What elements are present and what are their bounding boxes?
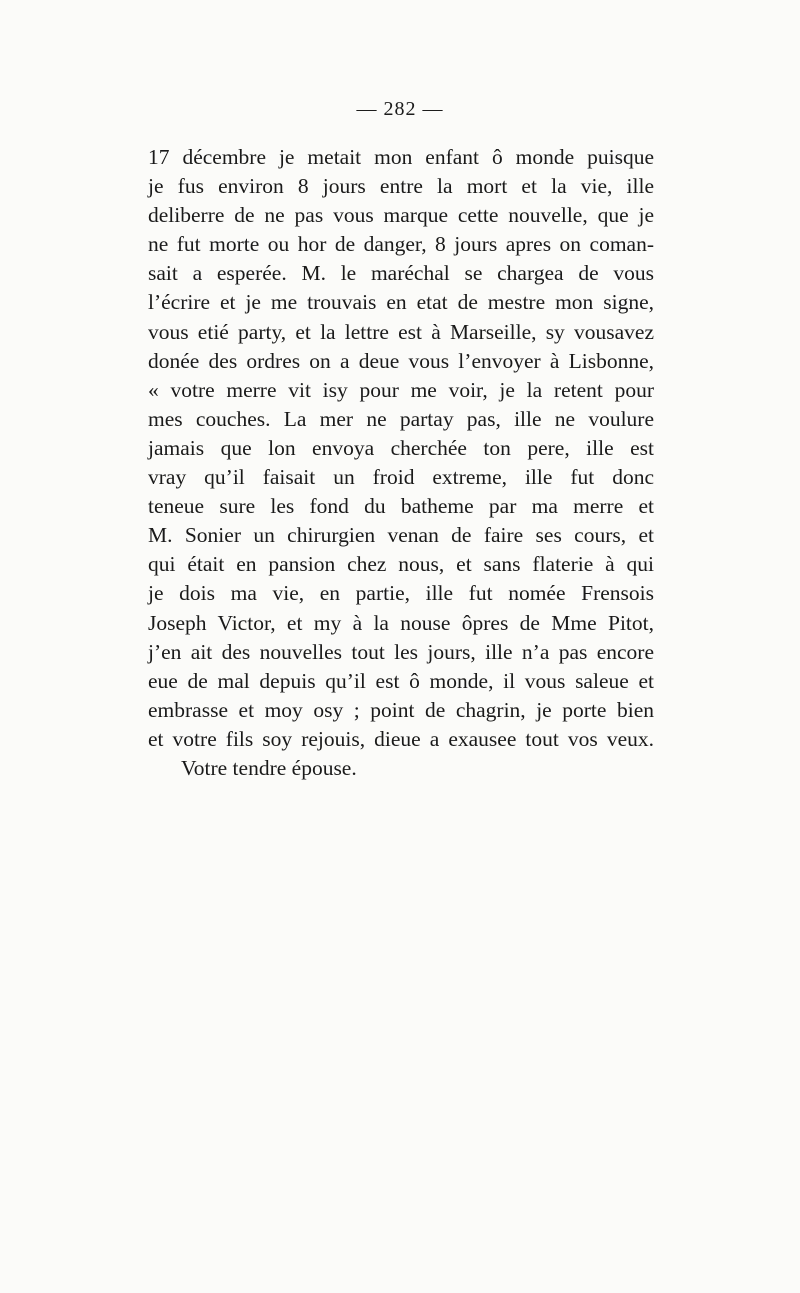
page-number: — 282 —	[356, 98, 444, 120]
letter-line: donée des ordres on a deue vous l’envoyer à Lisbonne,	[148, 348, 654, 373]
letter-closing: Votre tendre épouse.	[181, 755, 357, 780]
letter-line: embrasse et moy osy ; point de chagrin, je porte bien	[148, 697, 654, 722]
letter-line: je dois ma vie, en partie, ille fut nomée Frensois	[148, 581, 654, 606]
letter-line: M. Sonier un chirurgien venan de faire ses cours, et	[148, 523, 654, 548]
letter-line: ne fut morte ou hor de danger, 8 jours apres on coman-	[148, 232, 654, 257]
letter-line: j’en ait des nouvelles tout les jours, ille n’a pas encore	[148, 639, 654, 664]
letter-line: deliberre de ne pas vous marque cette nouvelle, que je	[148, 203, 654, 228]
letter-line: vous etié party, et la lettre est à Marseille, sy vousavez	[148, 319, 654, 344]
letter-line: Joseph Victor, et my à la nouse ôpres de Mme Pitot,	[148, 610, 654, 635]
letter-body	[148, 143, 654, 783]
letter-line: teneue sure les fond du batheme par ma merre et	[148, 494, 654, 519]
letter-line: et votre fils soy rejouis, dieue a exausee tout vos veux.	[148, 726, 654, 751]
letter-line: qui était en pansion chez nous, et sans flaterie à qui	[148, 552, 654, 577]
letter-line: 17 décembre je metait mon enfant ô monde puisque	[148, 145, 654, 169]
letter-line: mes couches. La mer ne partay pas, ille ne voulure	[148, 406, 654, 431]
letter-line: l’écrire et je me trouvais en etat de mestre mon signe,	[148, 290, 654, 315]
letter-line: vray qu’il faisait un froid extreme, ille fut donc	[148, 465, 654, 490]
letter-line: « votre merre vit isy pour me voir, je la retent pour	[148, 377, 654, 402]
letter-line: je fus environ 8 jours entre la mort et la vie, ille	[148, 174, 654, 199]
letter-line: eue de mal depuis qu’il est ô monde, il vous saleue et	[148, 668, 654, 693]
letter-line: jamais que lon envoya cherchée ton pere, ille est	[148, 435, 654, 460]
letter-line: sait a esperée. M. le maréchal se chargea de vous	[148, 261, 654, 286]
